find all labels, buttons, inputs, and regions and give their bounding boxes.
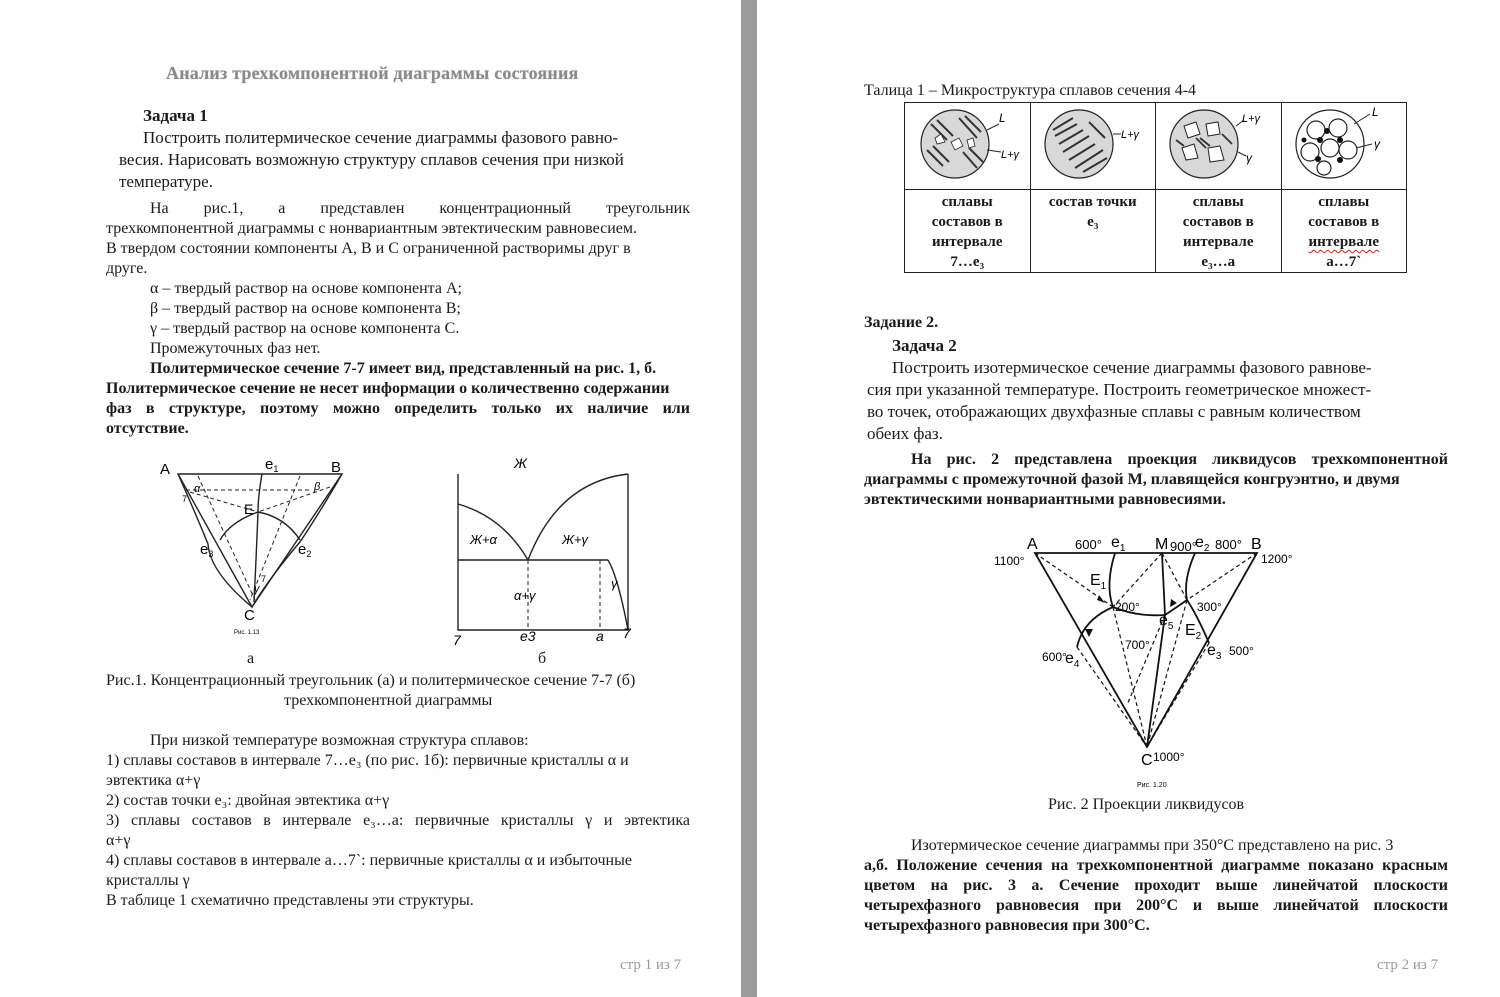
beta-region-label: β — [314, 481, 321, 493]
no-intermediate-phases: Промежуточных фаз нет. — [150, 340, 321, 357]
section-7-left-label: 7 — [182, 494, 188, 504]
temp-200-label: 200° — [1115, 600, 1140, 614]
structure-intro: При низкой температуре возможная структура сплавов: — [150, 732, 529, 749]
point-big-e1-label: $E_1$ — [1090, 572, 1107, 592]
gamma-region-label: γ — [254, 583, 260, 595]
section-frame — [458, 474, 628, 630]
point-e1-label: $e_1$ — [265, 456, 279, 474]
vertex-b-label: B — [1251, 536, 1262, 553]
paragraph-line: диаграммы с промежуточной фазой М, плавящейся конгруэнтно, и двумя — [864, 471, 1400, 488]
structure-line: 2) состав точки е₃: двойная эвтектика α+γ — [106, 792, 390, 809]
field-gamma-label: γ — [611, 576, 618, 591]
table-cell — [905, 103, 1031, 190]
temp-500-label: 500° — [1229, 644, 1254, 658]
table-cell — [1281, 103, 1407, 190]
vertex-b-label: B — [331, 459, 342, 476]
page-number: стр 1 из 7 — [620, 957, 682, 973]
paragraph-line: отсутствие. — [106, 420, 189, 437]
phase-alpha: α – твердый раствор на основе компонента А; — [150, 280, 462, 297]
figure-1-caption: трехкомпонентной диаграммы — [284, 692, 493, 709]
point-big-e-label: E — [244, 501, 254, 517]
temp-900-label: 900° — [1170, 539, 1197, 554]
paragraph-line: Политермическое сечение не несет информации о количественно содержании — [106, 380, 670, 397]
field-l-alpha-label: Ж+α — [470, 532, 497, 547]
page-divider — [741, 0, 757, 997]
table-title: Талица 1 – Микроструктура сплавов сечения 4-4 — [864, 82, 1197, 99]
task-1-line: Построить политермическое сечение диаграммы фазового равно- — [143, 128, 619, 147]
section-7-right-label: 7 — [261, 574, 267, 584]
vertex-a-label: A — [1027, 536, 1038, 553]
liquid-label: Ж — [514, 455, 527, 471]
vertex-c-label: C — [244, 607, 255, 624]
structure-line: 1) сплавы составов в интервале 7…е₃ (по рис. 1б): первичные кристаллы α и — [106, 752, 629, 769]
structure-line: В таблице 1 схематично представлены эти структуры. — [106, 892, 474, 909]
microstructure-image — [1284, 104, 1404, 184]
task-2-line: Построить изотермическое сечение диаграммы фазового равнове- — [892, 358, 1372, 377]
page-number: стр 2 из 7 — [1377, 957, 1439, 973]
micro-label: L — [999, 110, 1006, 125]
temp-800-label: 800° — [1215, 537, 1242, 552]
paragraph-line: Политермическое сечение 7-7 имеет вид, представленный на рис. 1, б. — [150, 360, 657, 377]
micro-label: L — [1371, 104, 1379, 119]
temp-b-label: 1200° — [1261, 552, 1293, 566]
paragraph-line: На рис.1, а представлен концентрационный треугольник — [150, 200, 690, 217]
figure-tiny-caption: Рис. 1.20 — [1137, 782, 1167, 789]
table-cell: сплавы составов в интервале 7…е₃ — [905, 190, 1031, 273]
liquidus-projection-figure — [987, 525, 1293, 800]
task-1-line: весия. Нарисовать возможную структуру сплавов сечения при низкой — [119, 150, 624, 169]
table-cell: сплавы составов в интервале а…7` — [1281, 190, 1407, 273]
field-l-gamma-label: Ж+γ — [562, 532, 589, 547]
vertex-m-label: M — [1155, 536, 1169, 553]
paragraph-line: цветом на рис. 3 а. Сечение проходит выше линейчатой плоскости — [864, 877, 1448, 894]
axis-e3-label: e3 — [520, 628, 536, 644]
document-page-2 — [757, 0, 1500, 997]
temp-600-top-label: 600° — [1075, 537, 1102, 552]
task-2-heading: Задание 2. — [864, 314, 939, 331]
point-e3-label: $e_3$ — [200, 541, 214, 559]
temp-600-left-label: 600° — [1042, 650, 1067, 664]
point-e1-label: $e_1$ — [1111, 534, 1126, 554]
paragraph-line: друге. — [106, 260, 148, 277]
figure-tiny-caption: Рис. 1.13 — [234, 630, 260, 636]
task-2-line: обеих фаз. — [867, 424, 943, 443]
phase-beta: β – твердый раствор на основе компонента В; — [150, 300, 461, 317]
task-2-line: сия при указанной температуре. Построить геометрическое множест- — [867, 380, 1372, 399]
microstructure-image — [1158, 104, 1278, 184]
point-e3-label: $e_3$ — [1207, 642, 1222, 662]
microstructure-image — [907, 104, 1027, 184]
concentration-triangle-figure — [150, 452, 360, 672]
polythermal-section-figure — [448, 452, 638, 647]
vertex-a-label: A — [160, 461, 171, 478]
paragraph-line: На рис. 2 представлена проекция ликвидусов трехкомпонентной — [911, 451, 1448, 468]
table-cell — [1030, 103, 1156, 190]
vertex-c-label: C — [1141, 752, 1153, 769]
micro-label: γ — [1246, 150, 1253, 165]
document-title: Анализ трехкомпонентной диаграммы состояния — [166, 63, 579, 83]
point-big-e2-label: $E_2$ — [1185, 622, 1202, 642]
micro-label: L+γ — [1001, 148, 1020, 161]
point-e2-label: $e_2$ — [298, 541, 312, 559]
figure-1-caption: Рис.1. Концентрационный треугольник (а) и политермическое сечение 7-7 (б) — [106, 672, 636, 689]
structure-line: кристаллы γ — [106, 872, 190, 889]
task-2-line: во точек, отображающих двухфазные сплавы с равным количеством — [867, 402, 1361, 421]
axis-7-left-label: 7 — [453, 632, 461, 648]
point-e2-label: $e_2$ — [1195, 534, 1210, 554]
figure-a-letter: а — [247, 650, 255, 667]
figure-b-letter: б — [538, 650, 547, 667]
task-1-line: температуре. — [119, 172, 213, 191]
alpha-region-label: α — [194, 483, 201, 495]
micro-label: L+γ — [1242, 112, 1261, 125]
point-e4-label: $e_4$ — [1065, 650, 1080, 670]
table-cell: состав точки е₃ — [1030, 190, 1156, 273]
paragraph-line: Изотермическое сечение диаграммы при 350°С представлено на рис. 3 — [911, 837, 1394, 854]
micro-label: γ — [1373, 136, 1380, 151]
temp-c-label: 1000° — [1153, 750, 1185, 764]
temp-300-label: 300° — [1197, 600, 1222, 614]
table-cell: сплавы составов в интервале е₃…а — [1156, 190, 1282, 273]
paragraph-line: эвтектическими нонвариантными равновесиями. — [864, 491, 1226, 508]
axis-a-label: a — [596, 628, 604, 644]
micro-label: L+γ — [1120, 128, 1139, 141]
structure-line: эвтектика α+γ — [106, 772, 201, 789]
point-e5-label: $e_5$ — [1159, 612, 1174, 632]
paragraph-line: а,б. Положение сечения на трехкомпонентной диаграмме показано красным — [864, 857, 1448, 874]
table-cell — [1156, 103, 1282, 190]
document-page-1 — [0, 0, 741, 997]
task-2-subheading: Задача 2 — [892, 336, 957, 355]
paragraph-line: четырехфазного равновесия при 300°С. — [864, 917, 1150, 934]
structure-line: 4) сплавы составов в интервале а…7`: первичные кристаллы α и избыточные — [106, 852, 632, 869]
paragraph-line: трехкомпонентной диаграммы с нонвариантным эвтектическим равновесием. — [106, 220, 637, 237]
microstructure-table — [904, 102, 1407, 273]
paragraph-line: фаз в структуре, поэтому можно определить только их наличие или — [106, 400, 690, 417]
structure-line: 3) сплавы составов в интервале е₃…а: первичные кристаллы γ и эвтектика — [106, 812, 690, 829]
temp-a-label: 1100° — [994, 554, 1025, 568]
field-alpha-gamma-label: α+γ — [514, 588, 536, 603]
paragraph-line: четырехфазного равновесия при 200°С и выше линейчатой плоскости — [864, 897, 1448, 914]
structure-line: α+γ — [106, 832, 131, 849]
paragraph-line: В твердом состоянии компоненты А, В и С ограниченной растворимы друг в — [106, 240, 631, 257]
phase-gamma: γ – твердый раствор на основе компонента С. — [150, 320, 460, 337]
temp-700-label: 700° — [1125, 638, 1150, 652]
axis-7-right-label: 7 — [623, 625, 631, 641]
microstructure-image — [1033, 104, 1153, 184]
task-1-heading: Задача 1 — [143, 106, 208, 125]
figure-2-caption: Рис. 2 Проекции ликвидусов — [1048, 796, 1245, 813]
